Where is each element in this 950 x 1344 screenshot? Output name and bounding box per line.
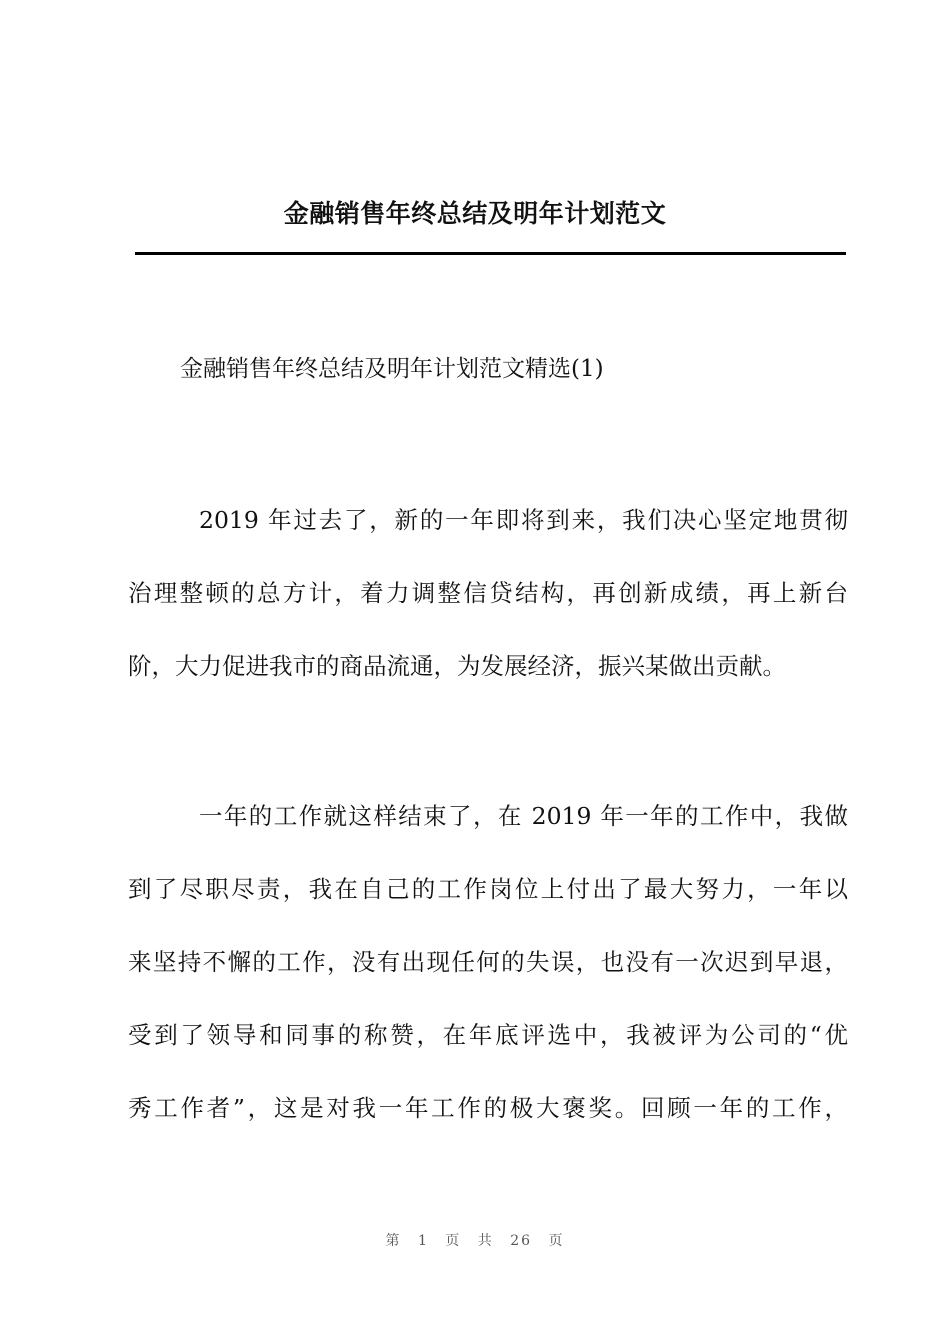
paragraph-line: 阶，大力促进我市的商品流通，为发展经济，振兴某做出贡献。 <box>128 652 786 680</box>
page-number-footer: 第 1 页 共 26 页 <box>385 1233 565 1249</box>
paragraph-line: 受到了领导和同事的称赞，在年底评选中，我被评为公司的“优 <box>128 1021 848 1049</box>
body-paragraph-2 <box>128 780 848 1145</box>
paragraph-line: 到了尽职尽责，我在自己的工作岗位上付出了最大努力，一年以 <box>128 875 848 903</box>
body-paragraph-1 <box>128 484 848 703</box>
section-subtitle: 金融销售年终总结及明年计划范文精选(1) <box>180 356 604 382</box>
paragraph-line: 2019 年过去了，新的一年即将到来，我们决心坚定地贯彻 <box>199 506 848 534</box>
title-underline-rule <box>135 252 846 255</box>
paragraph-line: 一年的工作就这样结束了，在 2019 年一年的工作中，我做 <box>199 802 848 830</box>
paragraph-line: 治理整顿的总方计，着力调整信贷结构，再创新成绩，再上新台 <box>128 579 848 607</box>
document-title: 金融销售年终总结及明年计划范文 <box>283 199 667 228</box>
paragraph-line: 来坚持不懈的工作，没有出现任何的失误，也没有一次迟到早退， <box>128 948 848 976</box>
paragraph-line: 秀工作者”，这是对我一年工作的极大褒奖。回顾一年的工作， <box>128 1094 848 1122</box>
